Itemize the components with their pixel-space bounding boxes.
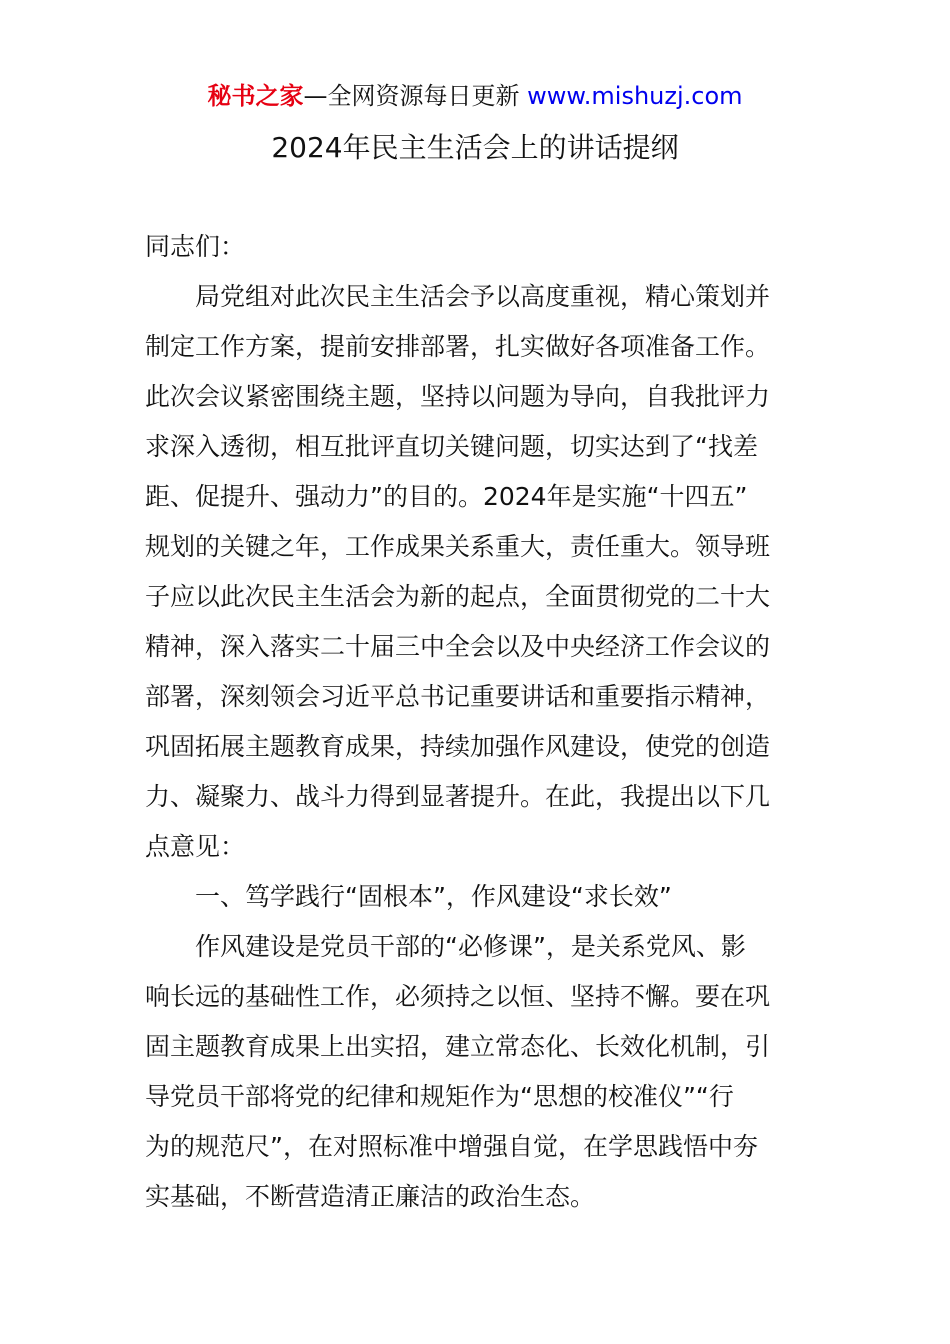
text-line: 求深入透彻，相互批评直切关键问题，切实达到了“找差	[145, 432, 758, 461]
paragraph-section1	[145, 922, 810, 1222]
text-line: 作风建设是党员干部的“必修课”，是关系党风、影	[195, 932, 746, 961]
text-line: 一、笃学践行“固根本”，作风建设“求长效”	[195, 882, 672, 911]
text-line: 部署，深刻领会习近平总书记重要讲话和重要指示精神，	[145, 682, 771, 711]
text-line: 力、凝聚力、战斗力得到显著提升。在此，我提出以下几	[145, 782, 771, 811]
text-line: 制定工作方案，提前安排部署，扎实做好各项准备工作。	[145, 332, 771, 361]
site-url-link[interactable]: www.mishuzj.com	[527, 82, 743, 110]
site-brand: 秘书之家	[207, 82, 304, 110]
text-line: 同志们：	[145, 232, 246, 261]
text-line: 此次会议紧密围绕主题，坚持以问题为导向，自我批评力	[145, 382, 771, 411]
text-line: 响长远的基础性工作，必须持之以恒、坚持不懈。要在巩	[145, 982, 771, 1011]
site-tagline: —全网资源每日更新	[303, 82, 528, 110]
text-line: 距、促提升、强动力”的目的。2024年是实施“十四五”	[145, 482, 748, 511]
salutation	[145, 222, 810, 272]
text-line: 实基础，不断营造清正廉洁的政治生态。	[145, 1182, 596, 1211]
text-line: 为的规范尺”，在对照标准中增强自觉，在学思践悟中夯	[145, 1132, 758, 1161]
text-line: 巩固拓展主题教育成果，持续加强作风建设，使党的创造	[145, 732, 771, 761]
text-line: 子应以此次民主生活会为新的起点，全面贯彻党的二十大	[145, 582, 771, 611]
text-line: 点意见：	[145, 832, 246, 861]
site-header	[0, 80, 950, 112]
section-heading	[145, 872, 810, 922]
text-line: 精神，深入落实二十届三中全会以及中央经济工作会议的	[145, 632, 771, 661]
text-line: 规划的关键之年，工作成果关系重大，责任重大。领导班	[145, 532, 771, 561]
paragraph-intro	[145, 272, 810, 872]
text-line: 固主题教育成果上出实招，建立常态化、长效化机制，引	[145, 1032, 771, 1061]
text-line: 局党组对此次民主生活会予以高度重视，精心策划并	[195, 282, 771, 311]
document-body	[145, 222, 810, 1222]
document-title: 2024年民主生活会上的讲话提纲	[271, 131, 679, 164]
text-line: 导党员干部将党的纪律和规矩作为“思想的校准仪”“行	[145, 1082, 734, 1111]
